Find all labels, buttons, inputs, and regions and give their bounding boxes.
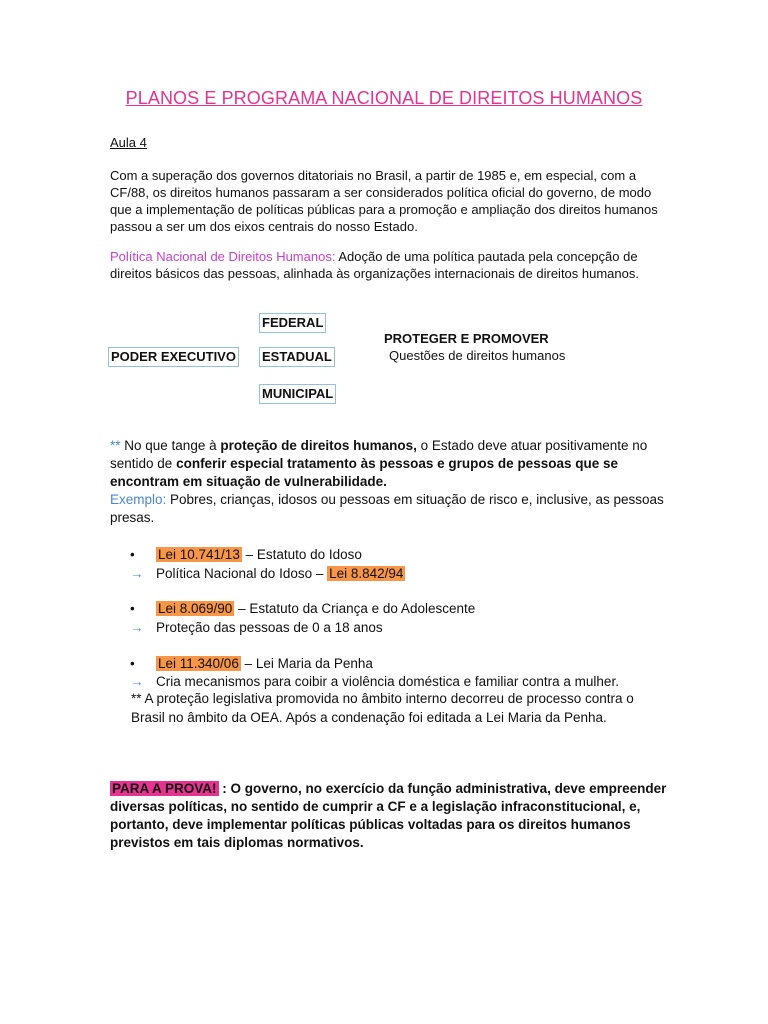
bullet-icon: • xyxy=(130,656,135,671)
protection-text-1: No que tange à xyxy=(120,438,221,453)
bullet-icon: • xyxy=(130,601,135,616)
intro-paragraph: Com a superação dos governos ditatoriais no Brasil, a partir de 1985 e, em especial, com a CF/88, os direitos humanos passaram a ser considerados política oficial do governo, de modo que a implementação de políticas públicas para a promoção e ampliação dos direitos humanos passou a ser um dos eixos centrais do nosso Estado. xyxy=(110,168,658,234)
exam-tip-text: : O governo, no exercício da função administrativa, deve empreender diversas políticas, no sentido de cumprir a CF e a legislação infraconstitucional, e, portanto, deve implementar políticas públicas voltadas para os direitos humanos previstos em tais diplomas normativos. xyxy=(110,781,667,850)
diagram-municipal: MUNICIPAL xyxy=(259,384,336,404)
arrow-right-icon: → xyxy=(130,566,144,581)
stars-marker: ** xyxy=(110,438,121,453)
protection-text-2: o Estado deve atuar positivamente no sentido de xyxy=(110,438,648,471)
example-label: Exemplo: xyxy=(110,492,167,507)
page-title: PLANOS E PROGRAMA NACIONAL DE DIREITOS HUMANOS xyxy=(125,88,643,108)
law-number: Lei 11.340/06 xyxy=(158,656,239,671)
protection-bold-1: proteção de direitos humanos, xyxy=(220,438,417,453)
law-desc: – Lei Maria da Penha xyxy=(240,656,373,671)
policy-paragraph xyxy=(110,248,670,282)
list-subitem xyxy=(130,618,383,637)
law-desc: – Estatuto do Idoso xyxy=(241,547,362,562)
list-item xyxy=(130,599,475,618)
list-subitem xyxy=(130,564,405,583)
law-number: Lei 10.741/13 xyxy=(158,547,240,562)
lesson-label: Aula 4 xyxy=(110,135,147,150)
law-sub-number: Lei 8.842/94 xyxy=(329,566,404,581)
protection-section xyxy=(110,437,670,527)
diagram-poder-executivo: PODER EXECUTIVO xyxy=(108,347,239,367)
example-text: Pobres, crianças, idosos ou pessoas em situação de risco e, inclusive, as pessoas presas. xyxy=(110,492,664,525)
arrow-right-icon: → xyxy=(130,674,144,689)
diagram-questoes: Questões de direitos humanos xyxy=(389,348,566,363)
law-desc: – Estatuto da Criança e do Adolescente xyxy=(234,601,476,616)
policy-text: Adoção de uma política pautada pela concepção de direitos básicos das pessoas, alinhada às organizações internacionais de direitos humanos. xyxy=(110,249,639,281)
exam-tip-label: PARA A PROVA! xyxy=(112,781,217,796)
law-sub-text: Política Nacional do Idoso – xyxy=(156,566,328,581)
diagram-proteger: PROTEGER E PROMOVER xyxy=(384,331,549,346)
protection-bold-2: conferir especial tratamento às pessoas e grupos de pessoas que se encontram em situação de vulnerabilidade. xyxy=(110,456,618,489)
policy-label: Política Nacional de Direitos Humanos: xyxy=(110,249,336,264)
exam-tip xyxy=(110,780,680,852)
arrow-right-icon: → xyxy=(130,620,144,635)
diagram-federal: FEDERAL xyxy=(259,313,326,333)
diagram-estadual: ESTADUAL xyxy=(259,347,335,367)
list-item xyxy=(130,545,362,564)
bullet-icon: • xyxy=(130,547,135,562)
law-sub-text: Cria mecanismos para coibir a violência doméstica e familiar contra a mulher. xyxy=(156,674,619,689)
law-sub-text: Proteção das pessoas de 0 a 18 anos xyxy=(156,620,383,635)
list-item xyxy=(130,654,373,673)
legislative-note: ** A proteção legislativa promovida no âmbito interno decorreu de processo contra o Brasil no âmbito da OEA. Após a condenação foi editada a Lei Maria da Penha. xyxy=(131,691,634,725)
law-number: Lei 8.069/90 xyxy=(158,601,233,616)
